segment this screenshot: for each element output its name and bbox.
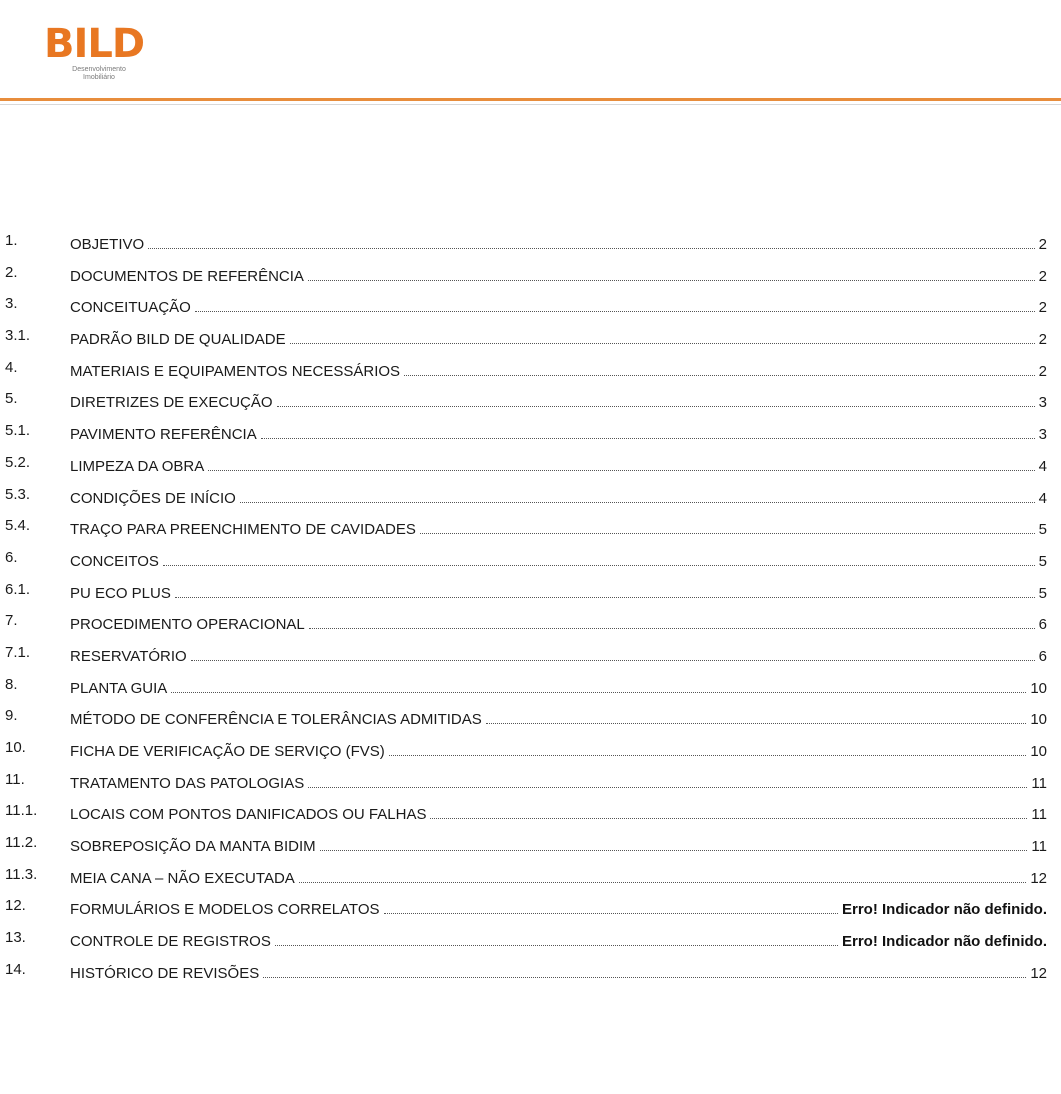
toc-entry-page: 11 xyxy=(1031,806,1047,824)
toc-dot-leader xyxy=(308,260,1035,281)
toc-entry[interactable] xyxy=(0,767,1061,793)
toc-entry-page: 6 xyxy=(1038,616,1047,634)
toc-entry[interactable] xyxy=(0,640,1061,666)
toc-dot-leader xyxy=(308,767,1027,788)
toc-entry[interactable] xyxy=(0,703,1061,729)
toc-entry-line xyxy=(70,355,1047,381)
toc-entry-line xyxy=(70,418,1047,444)
toc-entry-title: CONCEITUAÇÃO xyxy=(70,295,193,317)
toc-entry-line xyxy=(70,767,1047,793)
toc-entry-line xyxy=(70,703,1047,729)
toc-entry[interactable] xyxy=(0,355,1061,381)
toc-entry-title: SOBREPOSIÇÃO DA MANTA BIDIM xyxy=(70,834,318,856)
toc-entry-title: HISTÓRICO DE REVISÕES xyxy=(70,961,261,983)
toc-entry[interactable] xyxy=(0,957,1061,983)
toc-entry-title: PLANTA GUIA xyxy=(70,676,169,698)
toc-entry[interactable] xyxy=(0,513,1061,539)
toc-entry-title: FORMULÁRIOS E MODELOS CORRELATOS xyxy=(70,897,382,919)
toc-dot-leader xyxy=(420,513,1035,534)
toc-entry-page: 2 xyxy=(1038,267,1047,285)
toc-entry-number: 14. xyxy=(5,960,26,978)
toc-entry-number: 11. xyxy=(5,770,25,788)
toc-dot-leader xyxy=(309,608,1035,629)
toc-entry-line xyxy=(70,640,1047,666)
toc-entry-page: 5 xyxy=(1038,521,1047,539)
toc-entry-number: 6.1. xyxy=(5,580,31,598)
toc-entry[interactable] xyxy=(0,608,1061,634)
toc-entry-title: TRATAMENTO DAS PATOLOGIAS xyxy=(70,771,306,793)
toc-dot-leader xyxy=(277,386,1035,407)
toc-entry-title: TRAÇO PARA PREENCHIMENTO DE CAVIDADES xyxy=(70,517,418,539)
toc-entry[interactable] xyxy=(0,228,1061,254)
toc-entry-page: 3 xyxy=(1038,394,1047,412)
toc-entry[interactable] xyxy=(0,893,1061,919)
toc-entry-line xyxy=(70,862,1047,888)
toc-entry-page: 11 xyxy=(1031,838,1047,856)
toc-dot-leader xyxy=(404,355,1035,376)
toc-dot-leader xyxy=(148,228,1034,249)
toc-entry[interactable] xyxy=(0,798,1061,824)
toc-entry-title: MEIA CANA – NÃO EXECUTADA xyxy=(70,866,297,888)
toc-entry[interactable] xyxy=(0,482,1061,508)
toc-dot-leader xyxy=(191,640,1035,661)
toc-entry-page: 11 xyxy=(1031,774,1047,792)
toc-entry-number: 3. xyxy=(5,295,18,313)
toc-entry-number: 10. xyxy=(5,739,26,756)
toc-dot-leader xyxy=(430,798,1027,819)
toc-dot-leader xyxy=(195,291,1035,312)
toc-entry-page: 10 xyxy=(1030,679,1047,697)
toc-entry-line xyxy=(70,291,1047,317)
table-of-contents xyxy=(0,228,1061,989)
toc-entry-page: 2 xyxy=(1038,362,1047,380)
toc-dot-leader xyxy=(175,577,1035,598)
toc-entry-line xyxy=(70,957,1047,983)
toc-entry-title: PROCEDIMENTO OPERACIONAL xyxy=(70,612,307,634)
logo-subtitle-line1: Desenvolvimento xyxy=(72,66,126,73)
toc-entry-line xyxy=(70,450,1047,476)
toc-entry-page: Erro! Indicador não definido. xyxy=(841,933,1047,951)
toc-entry-page: 3 xyxy=(1038,426,1047,444)
toc-dot-leader xyxy=(389,735,1027,756)
toc-entry-number: 3.1. xyxy=(5,327,31,345)
toc-entry-line xyxy=(70,925,1047,951)
toc-entry[interactable] xyxy=(0,830,1061,856)
toc-entry-page: 2 xyxy=(1038,236,1047,253)
toc-entry-page: 10 xyxy=(1030,711,1047,729)
logo-subtitle-line2: Imobiliário xyxy=(83,74,115,81)
toc-dot-leader xyxy=(171,672,1026,693)
toc-entry-title: PAVIMENTO REFERÊNCIA xyxy=(70,422,259,444)
toc-entry-line xyxy=(70,830,1047,856)
toc-entry[interactable] xyxy=(0,672,1061,698)
toc-entry-line xyxy=(70,798,1047,824)
toc-entry-number: 11.1. xyxy=(5,802,38,820)
toc-dot-leader xyxy=(384,893,838,914)
toc-entry-page: 10 xyxy=(1030,743,1047,760)
toc-entry-number: 7. xyxy=(5,612,18,630)
toc-entry-page: 12 xyxy=(1030,964,1047,982)
toc-entry-number: 11.2. xyxy=(5,834,38,852)
toc-dot-leader xyxy=(208,450,1034,471)
toc-entry-title: MATERIAIS E EQUIPAMENTOS NECESSÁRIOS xyxy=(70,359,402,381)
toc-entry-page: 2 xyxy=(1038,299,1047,317)
header-orange-rule xyxy=(0,98,1061,101)
logo-wordmark: BILD xyxy=(44,21,145,67)
toc-entry[interactable] xyxy=(0,862,1061,888)
toc-entry-title: OBJETIVO xyxy=(70,232,146,254)
toc-entry-number: 6. xyxy=(5,548,18,566)
toc-entry-title: FICHA DE VERIFICAÇÃO DE SERVIÇO (FVS) xyxy=(70,739,387,761)
toc-entry-line xyxy=(70,513,1047,539)
toc-entry-number: 5.1. xyxy=(5,422,31,440)
toc-dot-leader xyxy=(486,703,1027,724)
toc-entry-page: 5 xyxy=(1038,552,1047,570)
toc-entry-page: 5 xyxy=(1038,584,1047,602)
logo-subtitle xyxy=(44,66,154,82)
toc-entry-number: 2. xyxy=(5,263,18,281)
toc-entry-number: 5.4. xyxy=(5,517,31,535)
toc-entry-line xyxy=(70,672,1047,698)
toc-dot-leader xyxy=(163,545,1035,566)
toc-entry-number: 9. xyxy=(5,707,18,725)
toc-entry-line xyxy=(70,608,1047,634)
toc-entry-number: 12. xyxy=(5,897,26,915)
toc-entry-title: CONCEITOS xyxy=(70,549,161,571)
toc-entry-number: 5.3. xyxy=(5,485,31,503)
toc-entry-title: CONTROLE DE REGISTROS xyxy=(70,929,273,951)
toc-entry-page: Erro! Indicador não definido. xyxy=(841,901,1047,919)
bild-logo xyxy=(44,22,154,92)
toc-entry-number: 4. xyxy=(5,358,18,376)
toc-entry-page: 6 xyxy=(1038,647,1047,665)
toc-entry-number: 13. xyxy=(5,929,26,947)
toc-entry[interactable] xyxy=(0,260,1061,286)
toc-dot-leader xyxy=(320,830,1028,851)
toc-entry[interactable] xyxy=(0,545,1061,571)
toc-entry-page: 4 xyxy=(1038,457,1047,475)
toc-entry-title: DIRETRIZES DE EXECUÇÃO xyxy=(70,390,275,412)
toc-dot-leader xyxy=(275,925,838,946)
toc-entry-line xyxy=(70,545,1047,571)
toc-entry[interactable] xyxy=(0,323,1061,349)
toc-entry[interactable] xyxy=(0,925,1061,951)
toc-dot-leader xyxy=(240,482,1035,503)
toc-entry-line xyxy=(70,893,1047,919)
toc-entry-title: LIMPEZA DA OBRA xyxy=(70,454,206,476)
toc-entry-number: 8. xyxy=(5,675,18,693)
toc-entry-line xyxy=(70,735,1047,761)
toc-entry[interactable] xyxy=(0,291,1061,317)
toc-entry-page: 12 xyxy=(1030,869,1047,887)
toc-entry-line xyxy=(70,577,1047,603)
toc-entry-line xyxy=(70,228,1047,254)
toc-entry-page: 2 xyxy=(1038,331,1047,349)
toc-entry-title: CONDIÇÕES DE INÍCIO xyxy=(70,486,238,508)
toc-entry[interactable] xyxy=(0,577,1061,603)
toc-entry-title: PU ECO PLUS xyxy=(70,581,173,603)
toc-entry-page: 4 xyxy=(1038,489,1047,507)
toc-entry-line xyxy=(70,260,1047,286)
toc-dot-leader xyxy=(261,418,1035,439)
toc-entry-number: 7.1. xyxy=(5,643,31,661)
toc-entry-title: LOCAIS COM PONTOS DANIFICADOS OU FALHAS xyxy=(70,802,428,824)
toc-entry-line xyxy=(70,482,1047,508)
toc-entry[interactable] xyxy=(0,735,1061,761)
toc-dot-leader xyxy=(299,862,1027,883)
toc-entry-title: RESERVATÓRIO xyxy=(70,644,189,666)
toc-entry-number: 5.2. xyxy=(5,453,31,471)
toc-dot-leader xyxy=(263,957,1026,978)
toc-entry-title: DOCUMENTOS DE REFERÊNCIA xyxy=(70,264,306,286)
toc-entry-number: 5. xyxy=(5,390,18,408)
toc-dot-leader xyxy=(290,323,1035,344)
toc-entry[interactable] xyxy=(0,450,1061,476)
toc-entry-title: PADRÃO BILD DE QUALIDADE xyxy=(70,327,288,349)
toc-entry-line xyxy=(70,323,1047,349)
toc-entry-number: 11.3. xyxy=(5,865,38,883)
toc-entry-title: MÉTODO DE CONFERÊNCIA E TOLERÂNCIAS ADMITIDAS xyxy=(70,707,484,729)
header-grey-rule xyxy=(0,104,1061,105)
toc-entry-number: 1. xyxy=(5,232,18,249)
toc-entry[interactable] xyxy=(0,386,1061,412)
toc-entry-line xyxy=(70,386,1047,412)
toc-entry[interactable] xyxy=(0,418,1061,444)
